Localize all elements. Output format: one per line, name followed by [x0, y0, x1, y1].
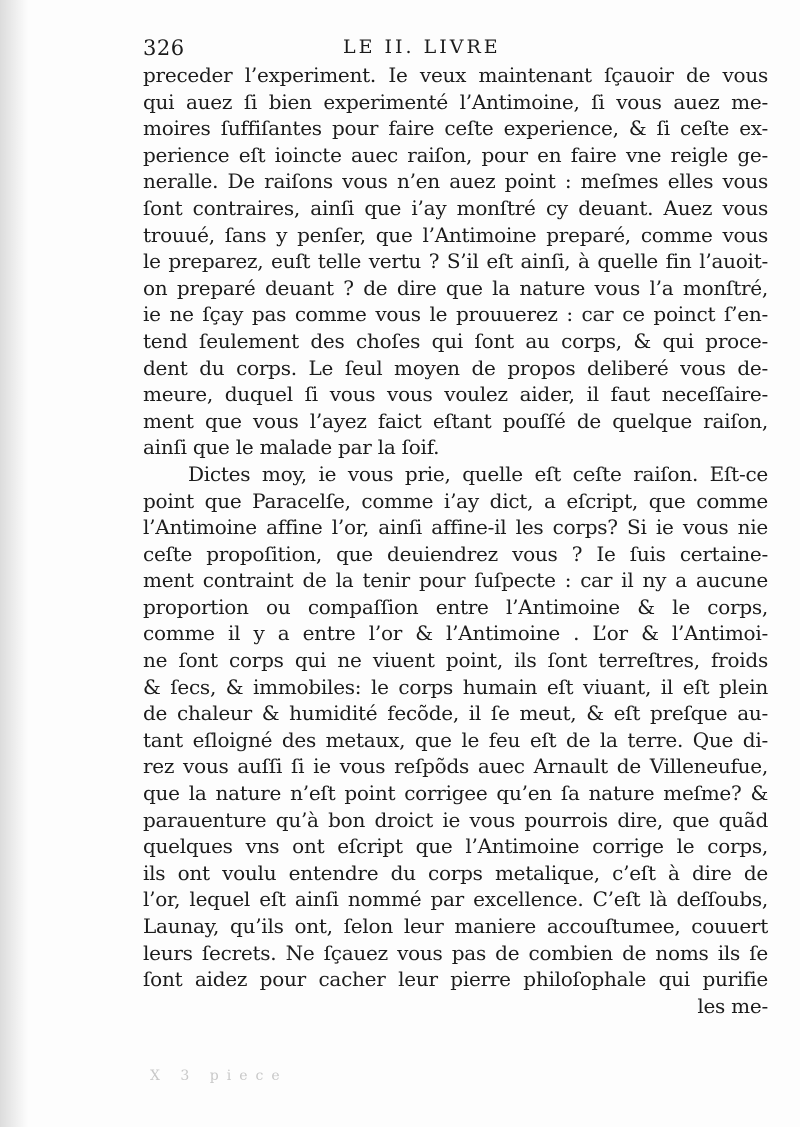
- text-line: tend ſeulement des choſes qui ſont au corps, & qui proce-: [143, 328, 768, 353]
- text-line: dent du corps. Le ſeul moyen de propos deliberé vous de-: [143, 355, 768, 380]
- text-line: ie ne ſçay pas comme vous le prouuerez : car ce poinct ſ’en-: [143, 302, 768, 327]
- text-line: qui auez ſi bien experimenté l’Antimoine, ſi vous auez me-: [143, 89, 768, 114]
- page-header: [143, 30, 763, 66]
- text-line: ainſi que le malade par la ſoif.: [143, 435, 440, 460]
- text-line: ſont contraires, ainſi que i’ay monſtré cy deuant. Auez vous: [143, 195, 768, 220]
- body-text: [143, 62, 768, 1019]
- text-line: de chaleur & humidité fecõde, il ſe meut, & eſt preſque au-: [143, 701, 768, 726]
- text-line: que la nature n’eſt point corrigee qu’en ſa nature meſme? &: [143, 781, 768, 806]
- text-line: rez vous auſſi ſi ie vous reſpõds auec Arnault de Villeneufue,: [143, 754, 768, 779]
- text-line: Dictes moy, ie vous prie, quelle eſt ceſte raiſon. Eſt-ce: [188, 461, 768, 486]
- text-line: l’Antimoine affine l’or, ainſi affine-il les corps? Si ie vous nie: [143, 515, 768, 540]
- text-line: proportion ou compaſſion entre l’Antimoine & le corps,: [143, 594, 768, 619]
- text-line: trouué, ſans y penſer, que l’Antimoine preparé, comme vous: [143, 222, 768, 247]
- running-head: LE II. LIVRE: [343, 36, 501, 58]
- text-line: ils ont voulu entendre du corps metalique, c’eſt à dire de: [143, 860, 768, 885]
- text-line: leurs ſecrets. Ne ſçauez vous pas de combien de noms ils ſe: [143, 940, 768, 965]
- text-line: on preparé deuant ? de dire que la nature vous l’a monſtré,: [143, 275, 768, 300]
- text-line: point que Paracelſe, comme i’ay dict, a eſcript, que comme: [143, 488, 768, 513]
- text-line: ment que vous l’ayez faict eſtant pouſſé de quelque raiſon,: [143, 408, 768, 433]
- text-line: ſont aidez pour cacher leur pierre philoſophale qui purifie: [143, 967, 768, 992]
- text-line: parauenture qu’à bon droict ie vous pourrois dire, que quãd: [143, 807, 768, 832]
- page-number: 326: [143, 36, 185, 60]
- text-line: tant eſloigné des metaux, que le feu eſt de la terre. Que di-: [143, 727, 768, 752]
- catchword: les me-: [697, 993, 768, 1018]
- text-line: ment contraint de la tenir pour ſuſpecte : car il ny a aucune: [143, 568, 768, 593]
- show-through-text: X 3 piece: [150, 1068, 288, 1084]
- text-line: moires ſuffiſantes pour faire ceſte experience, & ſi ceſte ex-: [143, 116, 768, 141]
- text-line: ne ſont corps qui ne viuent point, ils ſont terreſtres, froids: [143, 648, 768, 673]
- text-line: perience eſt ioincte auec raiſon, pour en faire vne reigle ge-: [143, 142, 768, 167]
- text-line: preceder l’experiment. Ie veux maintenant ſçauoir de vous: [143, 63, 768, 87]
- text-line: & ſecs, & immobiles: le corps humain eſt viuant, il eſt plein: [143, 674, 768, 699]
- gutter-shadow: [0, 0, 28, 1127]
- text-line: quelques vns ont eſcript que l’Antimoine corrige le corps,: [143, 834, 768, 859]
- text-line: ceſte propoſition, que deuiendrez vous ? Ie ſuis certaine-: [143, 541, 768, 566]
- text-line: neralle. De raiſons vous n’en auez point : meſmes elles vous: [143, 169, 768, 194]
- text-line: comme il y a entre l’or & l’Antimoine . L’or & l’Antimoi-: [143, 621, 768, 646]
- text-line: Launay, qu’ils ont, ſelon leur maniere accouſtumee, couuert: [143, 914, 768, 938]
- text-line: le preparez, euſt telle vertu ? S’il eſt ainſi, à quelle fin l’auoit-: [143, 249, 768, 274]
- text-line: l’or, lequel eſt ainſi nommé par excellence. C’eſt là deſſoubs,: [143, 887, 768, 912]
- text-line: meure, duquel ſi vous vous voulez aider, il faut neceſſaire-: [143, 382, 768, 407]
